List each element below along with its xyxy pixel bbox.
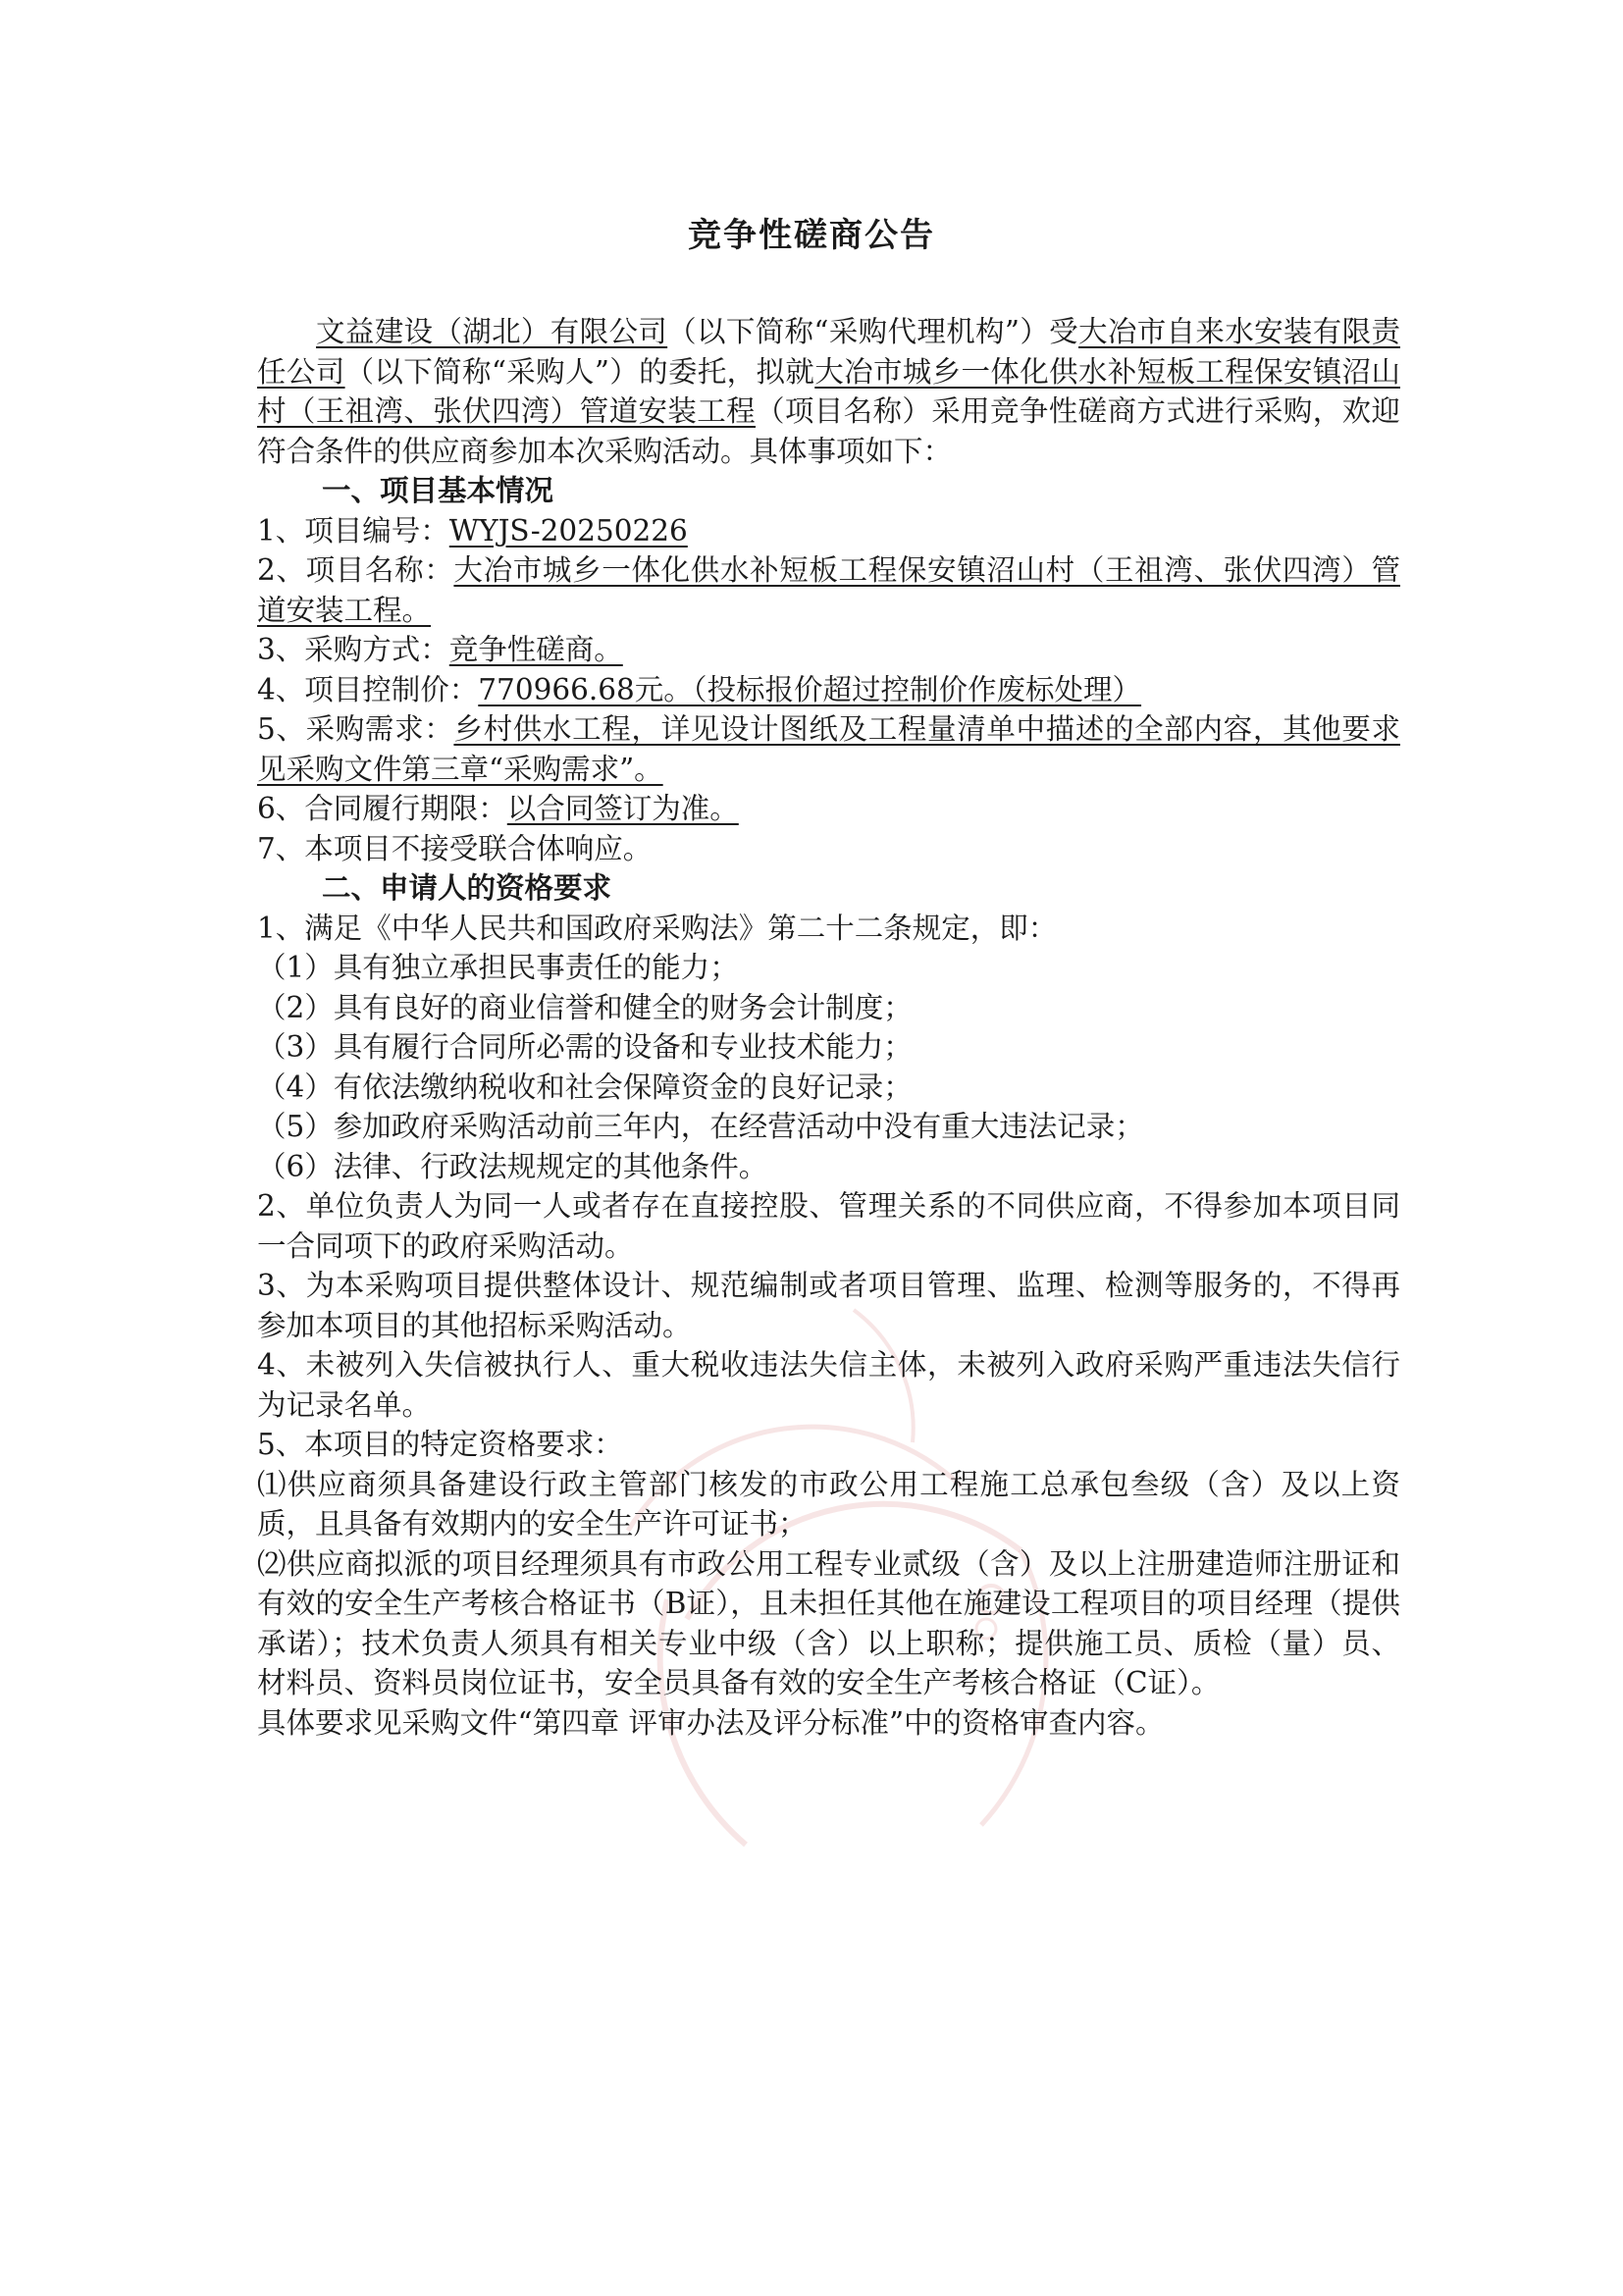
intro-paragraph: [257, 312, 1400, 471]
requirement-2: 2、单位负责人为同一人或者存在直接控股、管理关系的不同供应商，不得参加本项目同一合同项下的政府采购活动。: [257, 1189, 1400, 1263]
project-name-label: 2、项目名称：: [257, 553, 454, 587]
intro-text-2: （以下简称“采购人”）的委托，拟就: [344, 354, 815, 389]
contract-period-label: 6、合同履行期限：: [257, 792, 507, 825]
procurement-demand-line: [257, 709, 1400, 789]
project-number-value: WYJS-20250226: [448, 513, 688, 548]
requirement-1: 1、满足《中华人民共和国政府采购法》第二十二条规定，即：: [257, 911, 1058, 945]
purchaser-name: 大冶市自来水安装有限责任公司: [257, 315, 1400, 389]
intro-text-1: （以下简称“采购代理机构”）受: [667, 315, 1079, 348]
procurement-method-value: 竞争性磋商。: [448, 633, 623, 666]
procurement-demand-label: 5、采购需求：: [257, 712, 454, 746]
control-price-line: [257, 670, 1400, 710]
project-number-label: 1、项目编号：: [257, 513, 449, 548]
requirement-5: 5、本项目的特定资格要求：: [257, 1428, 623, 1461]
intro-text-3: （项目名称）采用竞争性磋商方式进行采购，欢迎符合条件的供应商参加本次采购活动。具体事项如下：: [257, 394, 1400, 468]
project-number-line: [257, 511, 1400, 551]
document-body: [257, 312, 1400, 1743]
requirement-1-item: （3）具有履行合同所必需的设备和专业技术能力；: [257, 1030, 913, 1064]
requirement-1-item: （5）参加政府采购活动前三年内，在经营活动中没有重大违法记录；: [257, 1110, 1144, 1143]
section-heading-project-info: 一、项目基本情况: [322, 473, 554, 507]
requirement-1-item: （1）具有独立承担民事责任的能力；: [257, 951, 739, 984]
contract-period-value: 以合同签订为准。: [506, 792, 739, 825]
requirement-4: 4、未被列入失信被执行人、重大税收违法失信主体，未被列入政府采购严重违法失信行为记录名单。: [257, 1348, 1400, 1422]
project-name-value: 大冶市城乡一体化供水补短板工程保安镇沼山村（王祖湾、张伏四湾）管道安装工程。: [257, 553, 1400, 627]
closing-line: 具体要求见采购文件“第四章 评审办法及评分标准”中的资格审查内容。: [257, 1705, 1165, 1740]
requirement-5-item: ⑵供应商拟派的项目经理须具有市政公用工程专业贰级（含）及以上注册建造师注册证和有效的安全生产考核合格证书（B证），且未担任其他在施建设工程项目的项目经理（提供承诺）；技术负责人须具有相关专业中级（含）以上职称；提供施工员、质检（量）员、材料员、资料员岗位证书，安全员具备有效的安全生产考核合格证（C证）。: [257, 1546, 1400, 1699]
section-heading-qualifications: 二、申请人的资格要求: [322, 870, 612, 905]
requirement-1-item: （2）具有良好的商业信誉和健全的财务会计制度；: [257, 990, 913, 1024]
project-name-line: [257, 550, 1400, 630]
requirement-3: 3、为本采购项目提供整体设计、规范编制或者项目管理、监理、检测等服务的，不得再参加本项目的其他招标采购活动。: [257, 1269, 1400, 1342]
requirement-1-item: （6）法律、行政法规规定的其他条件。: [257, 1149, 768, 1183]
agency-name: 文益建设（湖北）有限公司: [316, 315, 668, 348]
procurement-method-label: 3、采购方式：: [257, 633, 449, 666]
project-name: 大冶市城乡一体化供水补短板工程保安镇沼山村（王祖湾、张伏四湾）管道安装工程: [257, 354, 1400, 428]
document-title: 竞争性磋商公告: [688, 216, 935, 255]
no-consortium-line: 7、本项目不接受联合体响应。: [257, 831, 653, 865]
requirement-1-item: （4）有依法缴纳税收和社会保障资金的良好记录；: [257, 1070, 913, 1104]
control-price-label: 4、项目控制价：: [257, 672, 479, 706]
requirement-5-item: ⑴供应商须具备建设行政主管部门核发的市政公用工程施工总承包叁级（含）及以上资质，且具备有效期内的安全生产许可证书；: [257, 1467, 1400, 1540]
procurement-demand-value: 乡村供水工程，详见设计图纸及工程量清单中描述的全部内容，其他要求见采购文件第三章“采购需求”。: [257, 712, 1400, 786]
control-price-value: 770966.68元。（投标报价超过控制价作废标处理）: [478, 672, 1142, 706]
procurement-method-line: [257, 630, 1400, 670]
contract-period-line: [257, 789, 1400, 829]
